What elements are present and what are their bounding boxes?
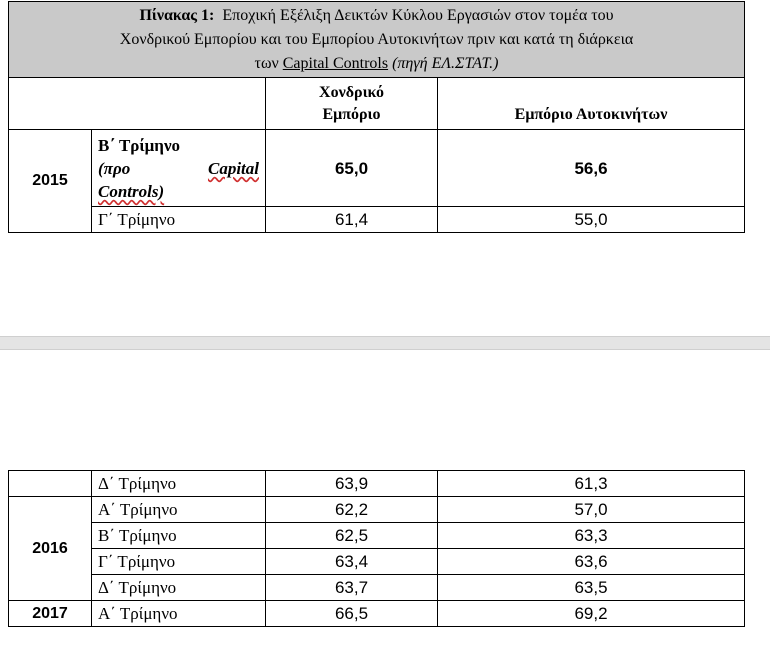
title-line3-prefix: των <box>254 54 279 72</box>
year-2015: 2015 <box>9 130 92 233</box>
auto-value: 56,6 <box>438 130 745 207</box>
title-line1: Εποχική Εξέλιξη Δεικτών Κύκλου Εργασιών στον τομέα του <box>222 6 614 24</box>
auto-value: 69,2 <box>438 601 745 627</box>
header-empty-cell <box>9 78 266 130</box>
capital-controls-link: Capital Controls <box>282 54 389 72</box>
year-2017: 2017 <box>9 601 92 627</box>
title-line2: Χονδρικού Εμπορίου και του Εμπορίου Αυτοκινήτων πριν και κατά τη διάρκεια <box>119 30 634 48</box>
table-part-2 <box>8 470 745 627</box>
quarter-label: Γ΄ Τρίμηνο <box>92 549 266 575</box>
quarter-label: Β΄ Τρίμηνο (προ Capital Controls) <box>92 130 266 207</box>
wholesale-value: 63,4 <box>266 549 438 575</box>
source-note: (πηγή ΕΛ.ΣΤΑΤ.) <box>392 54 499 72</box>
auto-value: 55,0 <box>438 207 745 233</box>
quarter-label: Α΄ Τρίμηνο <box>92 497 266 523</box>
year-empty <box>9 471 92 497</box>
year-2016: 2016 <box>9 497 92 601</box>
header-auto: Εμπόριο Αυτοκινήτων <box>438 78 745 130</box>
wholesale-value: 65,0 <box>266 130 438 207</box>
wholesale-value: 62,5 <box>266 523 438 549</box>
quarter-label: Δ΄ Τρίμηνο <box>92 575 266 601</box>
wholesale-value: 63,7 <box>266 575 438 601</box>
wholesale-value: 61,4 <box>266 207 438 233</box>
table-label: Πίνακας 1: <box>139 6 215 24</box>
wholesale-value: 63,9 <box>266 471 438 497</box>
auto-value: 63,5 <box>438 575 745 601</box>
quarter-label: Γ΄ Τρίμηνο <box>92 207 266 233</box>
auto-value: 63,6 <box>438 549 745 575</box>
quarter-label: Δ΄ Τρίμηνο <box>92 471 266 497</box>
quarter-label: Α΄ Τρίμηνο <box>92 601 266 627</box>
table-part-1 <box>8 1 745 233</box>
wholesale-value: 66,5 <box>266 601 438 627</box>
wholesale-value: 62,2 <box>266 497 438 523</box>
auto-value: 61,3 <box>438 471 745 497</box>
header-wholesale: Χονδρικό Εμπόριο <box>266 78 438 130</box>
table-title <box>9 2 745 78</box>
auto-value: 57,0 <box>438 497 745 523</box>
auto-value: 63,3 <box>438 523 745 549</box>
page-break-divider <box>0 336 770 350</box>
quarter-label: Β΄ Τρίμηνο <box>92 523 266 549</box>
